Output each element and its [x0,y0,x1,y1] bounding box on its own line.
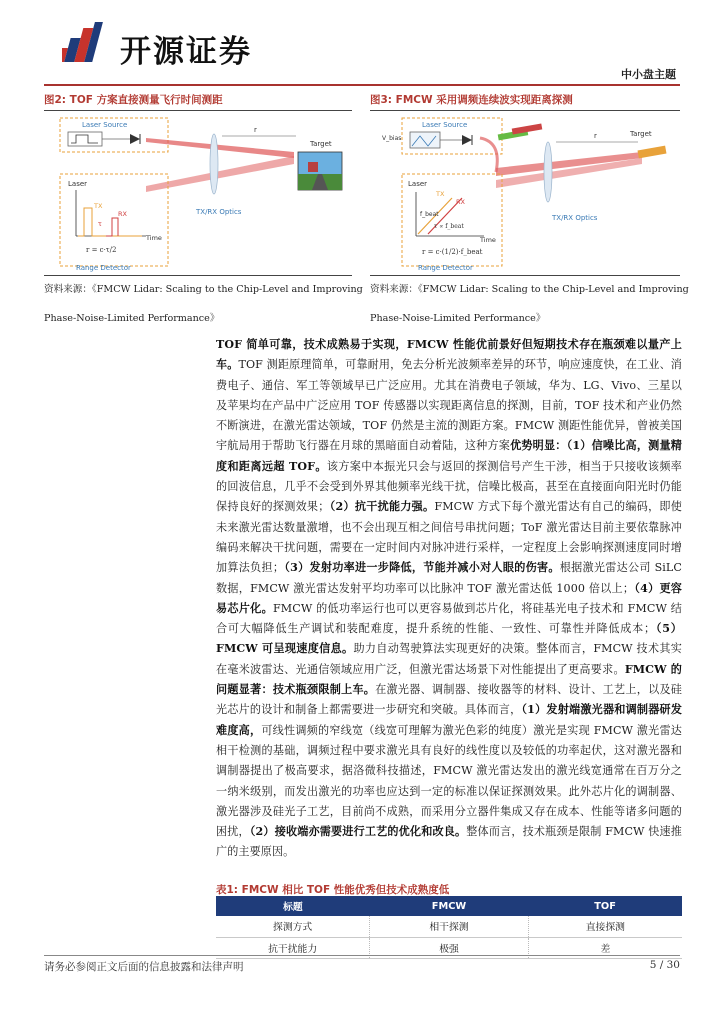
body-bold-i: （2）接收端亦需要进行工艺的优化和改良。 [249,825,467,839]
range-r-label: r [594,132,597,140]
figure-3-bottom-rule [370,275,680,276]
figure-2-top-rule [44,110,352,111]
figure-3-source-line1: 资料来源：《FMCW Lidar: Scaling to the Chip-Level and Improving [370,284,689,295]
figure-2-source-line1: 资料来源：《FMCW Lidar: Scaling to the Chip-Level and Improving [44,284,363,295]
header-divider [44,84,680,86]
target-bar [638,146,667,159]
table-header-cell: TOF [528,896,682,916]
table-cell: 直接探测 [528,916,682,937]
body-text-a: TOF 测距原理简单，可靠耐用，免去分析光波频率差异的环节，响应速度快，在工业、消费电子、通信、军工等领域早已广泛应用。尤其在消费电子领域，华为、LG、Vivo、三星以及苹果均在产品中广泛应用 TOF 传感器以实现距离信息的探测，目前，TOF 技术和产业仍然不断演进，在激光雷达领域，TOF 仍然是主流的测距方案。FMCW 测距性能优异，曾被美国宇航局用于帮助飞行器在月球的黑暗面自动着陆，这种方案 [216,358,683,453]
body-text-b: 该方案中本振光只会与返回的探测信号产生干涉，相当于只接收该频率的回波信息，几乎不会受到外界其他频率光线干扰，信噪比极高，甚至在直接面向阳光时仍能保持良好的探测效果； [216,459,682,514]
time-axis-label: Time [480,236,496,244]
footer-divider [44,955,680,956]
footer-disclaimer: 请务必参阅正文后面的信息披露和法律声明 [44,961,244,973]
body-bold-b: 优势明显：（1）信噪比高，测量精度和距离远超 TOF。 [216,439,682,473]
body-text-f: 助力自动驾驶算法实现更好的决策。整体而言，FMCW 技术其实在毫米波雷达、光通信领域应用广泛，但激光雷达场景下对性能提出了更高要求。 [216,642,683,676]
body-bold-h: （1）发射端激光器和调制器研发难度高， [216,703,683,737]
body-text-c: FMCW 方式下每个激光雷达有自己的编码，即使未来激光雷达数量激增，也不会出现互相之间信号串扰问题；ToF 激光雷达目前主要依靠脉冲编码来解决干扰问题，需要在一定时间内对脉冲进行采样，一定程度上会影响探测速度同时增加算法负担； [216,500,682,575]
laser-source-label: Laser Source [82,121,128,129]
table-header-row [216,896,682,916]
laser-axis-label: Laser [408,180,428,188]
table-row [216,916,682,937]
optics-lens [544,142,552,202]
figure-2-bottom-rule [44,275,352,276]
table-1-title: 表1: FMCW 相比 TOF 性能优秀但技术成熟度低 [216,884,450,896]
body-bold-e: （4）更容易芯片化。 [216,581,683,615]
comparison-table [216,896,682,959]
table-header-cell: FMCW [370,896,528,916]
range-r-label: r [254,126,257,134]
laser-diode-icon [462,135,472,145]
rx-label: RX [118,210,127,218]
body-text-e: FMCW 的低功率运行也可以更容易做到芯片化，将硅基光电子技术和 FMCW 结合可大幅降低生产调试和装配难度，提升系统的性能、一致性、可靠性并降低成本； [216,601,682,636]
body-text-h: 可线性调频的窄线宽（线宽可理解为激光色彩的纯度）激光是实现 FMCW 激光雷达相干检测的基础，调频过程中要求激光具有良好的线性度以及较低的功率起伏，这对激光器和调制器提出了极高要求，据洛微科技描述，FMCW 激光雷达发出的激光线宽通常在百万分之一纳米级别，而发出激光的功率也应达到一定的标准以保证探测效果。此外芯片化的调制器、激光器涉及硅光子工艺，目前尚不成熟，而采用分立器件集成又存在成本、性能等诸多问题的困扰， [216,723,682,839]
table-cell: 极强 [370,937,528,958]
body-bold-a: TOF 简单可靠，技术成熟易于实现，FMCW 性能优前景好但短期技术存在瓶颈难以量产上车。 [216,338,682,372]
time-axis-label: Time [146,234,162,242]
table-cell: 差 [528,937,682,958]
body-bold-g: FMCW 的问题显著：技术瓶颈限制上车。 [216,662,682,697]
laser-axis-label: Laser [68,180,88,188]
figure-2-diagram [46,112,352,272]
rx-label: RX [456,198,465,206]
figure-3-diagram [372,112,678,272]
table-cell: 相干探测 [370,916,528,937]
figure-3-title: 图3: FMCW 采用调频连续波实现距离探测 [370,94,573,106]
target-label: Target [630,130,652,138]
tx-pulse [78,208,142,236]
formula-label: r = c·τ/2 [86,246,117,254]
rx-pulse [106,218,118,236]
body-text-d: 根据激光雷达公司 SiLC 数据，FMCW 激光雷达发射平均功率可以比脉冲 TOF 激光雷达低 1000 倍以上； [216,561,682,595]
body-bold-f: （5）FMCW 可呈现速度信息。 [216,622,682,656]
optics-lens [210,134,218,194]
body-text-i: 整体而言，技术瓶颈是限制 FMCW 快速推广的主要原因。 [216,825,682,859]
detector-label: Range Detector [76,264,131,272]
optics-label: TX/RX Optics [196,208,242,216]
optics-label: TX/RX Optics [552,214,598,222]
body-text-g: 在激光器、调制器、接收器等的材料、设计、工艺上，以及硅光芯片的设计和制备上都需要进一步研究和突破。具体而言， [216,683,683,717]
page-number: 5 / 30 [649,959,680,971]
table-cell: 探测方式 [216,916,370,937]
body-bold-c: （2）抗干扰能力强。 [329,500,435,514]
table-header-cell: 标题 [216,896,370,916]
tau-label: τ [98,220,102,228]
formula-label: r = c·(1/2)·f_beat [422,248,483,256]
laser-diode-icon [130,134,140,144]
detector-label: Range Detector [418,264,473,272]
tx-label: TX [436,190,445,198]
figure-3-top-rule [370,110,680,111]
company-logo [62,18,282,70]
table-cell: 抗干扰能力 [216,937,370,958]
laser-source-label: Laser Source [422,121,468,129]
tau-relation-label: τ ∝ f_beat [434,223,464,230]
logo-text: 开源证券 [120,34,252,70]
vbias-label: V_bias [382,135,402,142]
figure-3-source-line2: Phase-Noise-Limited Performance》 [370,313,546,324]
figure-2-source-line2: Phase-Noise-Limited Performance》 [44,313,220,324]
figure-2-title: 图2: TOF 方案直接测量飞行时间测距 [44,94,223,106]
tx-label: TX [94,202,103,210]
body-bold-d: （3）发射功率进一步降低，节能并减小对人眼的伤害。 [284,561,560,575]
body-paragraph [216,335,682,863]
target-label: Target [310,140,332,148]
logo-mark-icon [62,18,114,70]
section-tag: 中小盘主题 [621,68,676,81]
fbeat-label: f_beat [420,211,439,218]
